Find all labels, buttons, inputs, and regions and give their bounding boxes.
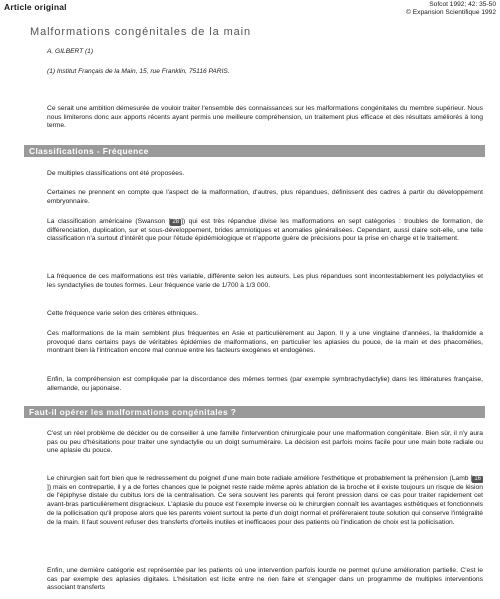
page-header [0, 0, 500, 22]
paragraph: Ces malformations de la main semblent plus fréquentes en Asie et particulièrement au Japon. Il y a une vingtaine d'années, la thalidomide a provoqué dans certains pays de véritables épidémies de malformations, en particulier les aplasies du pouce, de la main et des phacomélies, montrant bien là l'intrication encore mal connue entre les facteurs exogènes et endogènes. [47, 330, 483, 355]
paragraph: C'est un réel problème de décider ou de conseiller à une famille l'intervention chirurgicale pour une malformation congénitale. Bien sûr, il n'y aura pas ou peu d'hésitations pour traiter une syndactylie ou un doigt surnuméraire. La décision est parfois moins facile pour une main bote radiale ou une aplasie du pouce. [47, 430, 483, 455]
section-heading-surgery: Faut-il opérer les malformations congénitales ? [24, 406, 485, 418]
paragraph: Certaines ne prennent en compte que l'aspect de la malformation, d'autres, plus répandues, définissent des cadres à partir du développement embryonnaire. [47, 189, 483, 205]
paragraph-text: La classification américaine (Swanson [ [47, 218, 171, 225]
citation-line: Sofcot 1992; 42: 35-50 [429, 1, 496, 8]
paragraph: La fréquence de ces malformations est très variable, différente selon les auteurs. Les plus répandues sont incontestablement les polydactylies et les syndactylies de toutes formes. Leur fréquence varie de 1/700 à 1/3 000. [47, 273, 483, 289]
journal-citation [406, 1, 496, 17]
paragraph-text: Le chirurgien sait fort bien que le redressement du poignet d'une main bote radiale améliore l'esthétique et probablement la préhension (Lamb [ [47, 475, 473, 482]
paragraph: De multiples classifications ont été proposées. [47, 170, 185, 177]
paragraph-text: ]) qui est très répandue divise les malformations en sept catégories : troubles de formation, de différenciation, duplication, sur et sous-développement, brides amniotiques et anomalies généralisées. Cependant, aussi claire soit-elle, une telle classification n'a surtout d'intérêt que pour l'étude épidémiologique et n'apporte guère de précisions pour la prise en charge et le traitement. [47, 218, 483, 243]
paragraph: Enfin, une dernière catégorie est représentée par les patients où une intervention parfois lourde ne permet qu'une amélioration partielle. C'est le cas par exemple des aplasies digitales. L'hésitation est licite entre ne rien faire et s'engager dans un programme de multiples interventions associant transferts [47, 567, 483, 592]
paragraph: Enfin, la compréhension est compliquée par la discordance des mêmes termes (par exemple symbrachydactylie) dans les littératures française, allemande, ou japonaise. [47, 376, 483, 392]
paragraph: Cette fréquence varie selon des critères ethniques. [47, 310, 198, 317]
section-heading-classifications: Classifications - Fréquence [24, 145, 485, 157]
paragraph-text: ]) mais en contrepartie, il y a de fortes chances que le poignet reste raide même après ablation de la broche et il existe toujours un risque de lésion de l'épiphyse distale du cubitus lors de la centralisation. Ce sera souvent les parents qui feront pression dans ce cas pour traiter rapidement cet avant-bras particulièrement disgracieux. L'aplasie du pouce est l'exemple inverse où le chirurgien connaît les avantages esthétiques et fonctionnels de la pollicisation qu'il propose alors que les parents voient surtout la perte d'un doigt normal et préféreraient toute solution qui conserve l'intégralité de la main. Il faut souvent refuser des transferts d'orteils inutiles et inefficaces pour des patients où l'indication de choix est la pollicisation. [47, 483, 483, 526]
paragraph [47, 218, 483, 244]
reference-link[interactable]: 16 [474, 476, 481, 482]
copyright-line: © Expansion Scientifique 1992 [406, 9, 496, 16]
paragraph [47, 475, 483, 527]
intro-paragraph: Ce serait une ambition démesurée de vouloir traiter l'ensemble des connaissances sur les malformations congénitales du membre supérieur. Nous nous limiterons donc aux apports récents ayant permis une meilleure compréhension, un traitement plus efficace et des résultats améliorés à long terme. [47, 105, 483, 130]
author-affiliation: (1) Institut Français de la Main, 15, rue Franklin, 75116 PARIS. [47, 68, 230, 75]
article-type-label: Article original [4, 2, 67, 12]
article-title: Malformations congénitales de la main [30, 26, 252, 38]
article-author: A. GILBERT (1) [47, 48, 94, 55]
reference-link[interactable]: 28 [172, 219, 180, 225]
